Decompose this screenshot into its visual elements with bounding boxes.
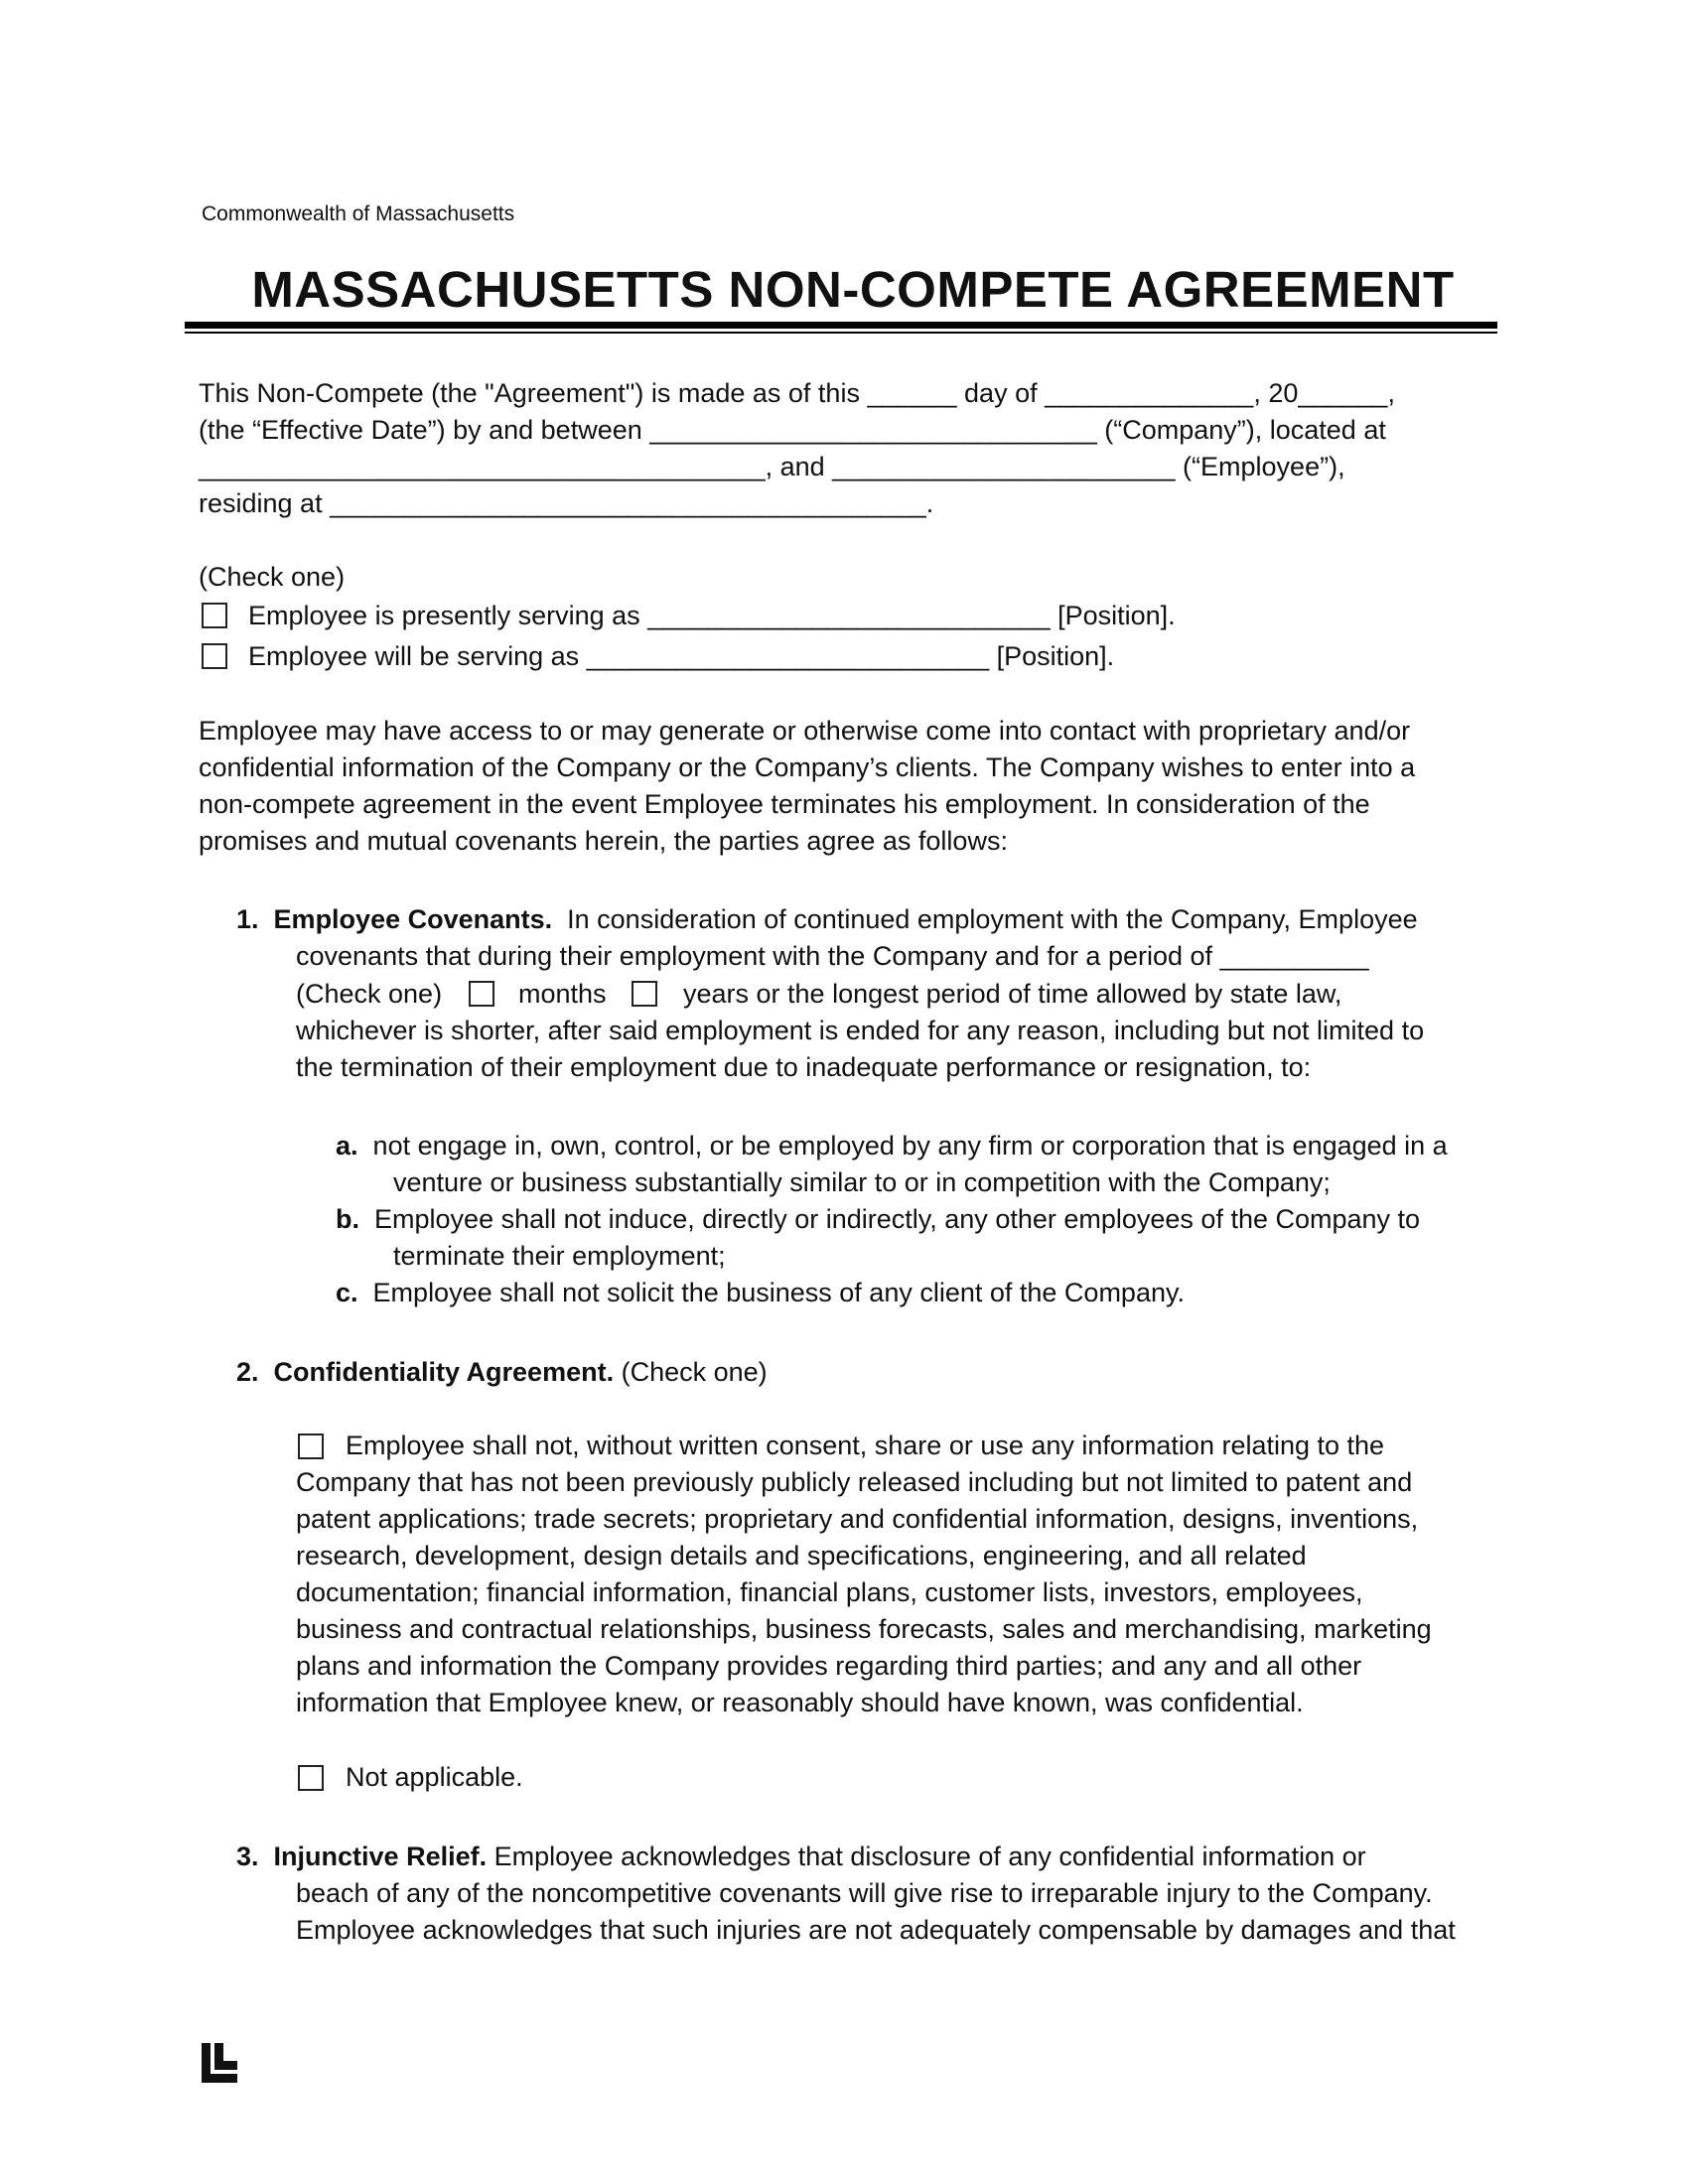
confidentiality-line-1: Employee shall not, without written consent, share or use any information relating to the — [346, 1431, 1385, 1460]
covenant-a-line-1 — [336, 1128, 1448, 1164]
recital-line-1: Employee may have access to or may generate or otherwise come into contact with proprietary and/or — [199, 716, 1411, 746]
section-1-line-4: whichever is shorter, after said employment is ended for any reason, including but not limited to — [296, 1016, 1425, 1045]
confidentiality-line-6: business and contractual relationships, business forecasts, sales and merchandising, marketing — [296, 1614, 1432, 1644]
recital-line-3: non-compete agreement in the event Employee terminates his employment. In consideration of the — [199, 789, 1370, 819]
confidentiality-line-8: information that Employee knew, or reasonably should have known, was confidential. — [296, 1688, 1304, 1717]
covenant-a-text: not engage in, own, control, or be employed by any firm or corporation that is engaged in a — [372, 1131, 1448, 1160]
covenant-c-text: Employee shall not solicit the business of any client of the Company. — [372, 1278, 1185, 1307]
position-will-be-label: Employee will be serving as ___________________________ [Position]. — [248, 641, 1115, 671]
covenant-b-text: Employee shall not induce, directly or indirectly, any other employees of the Company to — [374, 1204, 1421, 1234]
confidentiality-applies-checkbox[interactable] — [298, 1433, 324, 1459]
confidentiality-not-applicable-label: Not applicable. — [346, 1762, 523, 1792]
section-1-line-5: the termination of their employment due to inadequate performance or resignation, to: — [296, 1052, 1312, 1082]
section-3-number: 3. — [236, 1842, 259, 1871]
section-3-line-2: beach of any of the noncompetitive covenants will give rise to irreparable injury to the Company. — [296, 1878, 1433, 1908]
section-3-line-1-text: Employee acknowledges that disclosure of any confidential information or — [487, 1842, 1366, 1871]
section-1-number: 1. — [236, 904, 259, 934]
duration-months-label: months — [518, 979, 607, 1009]
intro-line-2: (the “Effective Date”) by and between ______________________________ (“Company”), located at — [199, 415, 1386, 445]
duration-years-checkbox[interactable] — [632, 981, 657, 1007]
intro-line-1: This Non-Compete (the "Agreement") is made as of this ______ day of ______________, 20______, — [199, 378, 1395, 408]
covenant-b-letter: b. — [336, 1204, 359, 1234]
section-1-line-2: covenants that during their employment with the Company and for a period of __________ — [296, 941, 1369, 971]
covenant-c-letter: c. — [336, 1278, 358, 1307]
confidentiality-line-3: patent applications; trade secrets; proprietary and confidential information, designs, inventions, — [296, 1504, 1419, 1534]
confidentiality-line-5: documentation; financial information, financial plans, customer lists, investors, employees, — [296, 1577, 1363, 1607]
section-2-heading-line — [236, 1354, 768, 1391]
recital-line-4: promises and mutual covenants herein, the parties agree as follows: — [199, 826, 1008, 856]
title-rule-thin — [185, 332, 1497, 334]
section-1-check-one: (Check one) — [296, 979, 443, 1009]
jurisdiction-label: Commonwealth of Massachusetts — [202, 203, 515, 225]
section-1-heading: Employee Covenants. — [273, 904, 553, 934]
position-check-one: (Check one) — [199, 562, 346, 592]
position-presently-checkbox[interactable] — [202, 603, 227, 628]
position-will-be-checkbox[interactable] — [202, 643, 227, 669]
section-3-line-1 — [236, 1839, 1366, 1875]
intro-line-4: residing at ________________________________________. — [199, 488, 934, 518]
covenant-a-line-2: venture or business substantially similar to or in competition with the Company; — [393, 1167, 1331, 1197]
section-1-line-1 — [236, 901, 1418, 938]
section-1-line-1-text: In consideration of continued employment with the Company, Employee — [552, 904, 1418, 934]
section-2-heading-note: (Check one) — [614, 1357, 768, 1387]
covenant-b-line-2: terminate their employment; — [393, 1241, 726, 1271]
covenant-c-line-1 — [336, 1275, 1185, 1311]
covenant-a-letter: a. — [336, 1131, 358, 1160]
recital-line-2: confidential information of the Company or the Company’s clients. The Company wishes to enter into a — [199, 752, 1416, 782]
duration-years-label: years or the longest period of time allowed by state law, — [683, 979, 1342, 1009]
section-2-number: 2. — [236, 1357, 259, 1387]
document-title: MASSACHUSETTS NON-COMPETE AGREEMENT — [251, 261, 1455, 318]
covenant-b-line-1 — [336, 1201, 1420, 1238]
confidentiality-not-applicable-checkbox[interactable] — [298, 1765, 324, 1791]
section-3-line-3: Employee acknowledges that such injuries are not adequately compensable by damages and that — [296, 1915, 1456, 1945]
section-3-heading: Injunctive Relief. — [273, 1842, 488, 1871]
position-presently-label: Employee is presently serving as ___________________________ [Position]. — [248, 601, 1176, 630]
title-rule-thick — [185, 322, 1497, 329]
brand-logo-icon — [202, 2043, 237, 2083]
confidentiality-line-7: plans and information the Company provides regarding third parties; and any and all other — [296, 1651, 1362, 1681]
intro-line-3: ______________________________________, and _______________________ (“Employee”), — [199, 452, 1345, 481]
section-2-heading: Confidentiality Agreement. — [273, 1357, 615, 1387]
confidentiality-line-4: research, development, design details and specifications, engineering, and all related — [296, 1541, 1307, 1570]
duration-months-checkbox[interactable] — [469, 981, 494, 1007]
confidentiality-line-2: Company that has not been previously publicly released including but not limited to patent and — [296, 1467, 1413, 1497]
